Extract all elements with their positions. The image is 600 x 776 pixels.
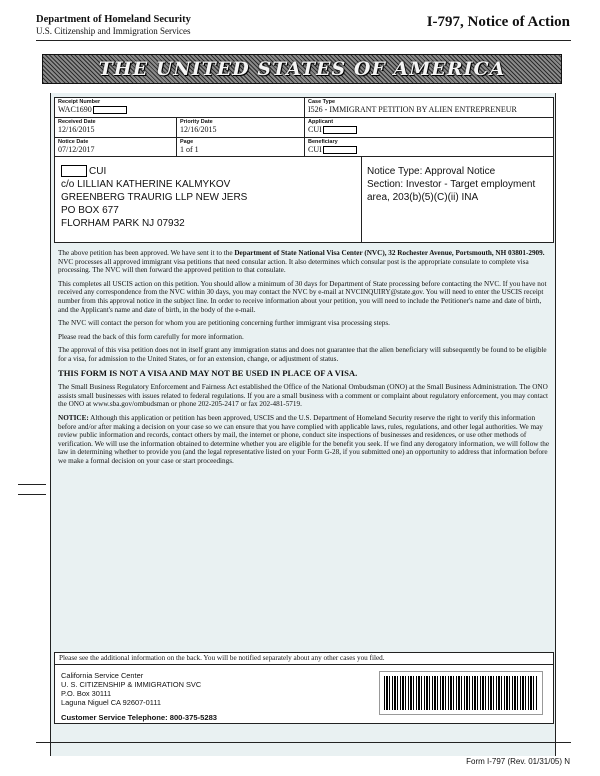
priority-date-value: 12/16/2015 xyxy=(180,125,217,134)
notice-date-value: 07/12/2017 xyxy=(58,145,95,154)
center-box: P.O. Box 30111 xyxy=(61,689,112,698)
body-paragraph-2: This completes all USCIS action on this petition. You should allow a minimum of 30 days for Department of State processing before contacting the NVC. If you have not received any correspondence from the NVC within 30 days, you may contact the NVC by e-mail at NVCINQUIRY@state.gov. You will need to enter the USCIS receipt number from this approval notice in the subject line. In order to receive information about your petition, you will need to include the Petitioner's name and date of birth, and the Applicant's name and date of birth, in the body of the e-mail. xyxy=(58,279,547,314)
center-name: California Service Center xyxy=(61,671,144,680)
notice-date-cell xyxy=(55,138,177,157)
mailing-address xyxy=(61,165,247,230)
fold-mark xyxy=(18,494,46,495)
agency-name: U.S. Citizenship and Immigration Services xyxy=(36,26,191,36)
beneficiary-label: Beneficiary xyxy=(308,139,338,145)
center-svc: U. S. CITIZENSHIP & IMMIGRATION SVC xyxy=(61,680,202,689)
address-line-2: c/o LILLIAN KATHERINE KALMYKOV xyxy=(61,179,231,190)
body-paragraph-1 xyxy=(58,249,552,275)
body-text: The above petition has been approved. We have sent it to the xyxy=(58,249,235,257)
notice-info xyxy=(367,165,553,204)
address-divider xyxy=(361,157,362,243)
service-center-box xyxy=(54,664,554,724)
additional-info-line: Please see the additional information on the back. You will be notified separately about any other cases you filed. xyxy=(54,652,554,664)
redaction-box xyxy=(61,165,87,177)
body-paragraph-5: The approval of this visa petition does not in itself grant any immigration status and does not guarantee that the alien beneficiary will subsequently be found to be eligible for a visa, for admission to the United States, or for an extension, change, or adjustment of status. xyxy=(58,346,547,363)
address-section xyxy=(54,157,554,243)
receipt-number-label: Receipt Number xyxy=(58,99,101,105)
notice-label: NOTICE: xyxy=(58,413,89,422)
case-type-cell xyxy=(305,98,553,118)
body-text: Although this application or petition has been approved, USCIS and the U.S. Department of Homeland Security reserve the right to verify this information before and/or after making a decision on your case so we can ensure that you have complied with applicable laws, rules, regulations, and other legal authorities. We may review public information and records, contact others by mail, the internet or phone, conduct site inspections of businesses and residences, or use other methods of verification. We will use the information obtained to determine whether you are eligible for the benefit you seek. If we find any derogatory information, we will follow the law in determining whether to provide you (and the legal representative listed on your Form G-28, if you submitted one) an opportunity to address that information before we make a formal decision on your case or start proceedings. xyxy=(58,413,550,465)
fold-mark xyxy=(18,484,46,485)
notice-section: Section: Investor - Target employment area, 203(b)(5)(C)(ii) INA xyxy=(367,179,536,203)
receipt-number-value: WAC1690 xyxy=(58,105,92,114)
footer-rule xyxy=(36,742,571,743)
redaction-box xyxy=(93,106,127,114)
department-name: Department of Homeland Security xyxy=(36,14,191,25)
service-center-address xyxy=(61,671,201,707)
nvc-address: Department of State National Visa Center (NVC), 32 Rochester Avenue, Portsmouth, NH 03801-2909. xyxy=(234,249,545,257)
beneficiary-value: CUI xyxy=(308,145,322,154)
form-title: I-797, Notice of Action xyxy=(426,14,570,30)
received-date-value: 12/16/2015 xyxy=(58,125,95,134)
body-paragraph-3: The NVC will contact the person for whom you are petitioning concerning further immigrant visa processing steps. xyxy=(58,319,390,328)
case-type-label: Case Type xyxy=(308,99,336,105)
applicant-cell xyxy=(305,118,553,138)
banner-text: THE UNITED STATES OF AMERICA xyxy=(98,58,506,80)
center-city: Laguna Niguel CA 92607-0111 xyxy=(61,698,161,707)
notice-type: Notice Type: Approval Notice xyxy=(367,166,496,177)
barcode xyxy=(379,671,543,715)
customer-service-phone: Customer Service Telephone: 800-375-5283 xyxy=(61,713,218,722)
redaction-box xyxy=(323,146,357,154)
page-cell xyxy=(177,138,305,157)
received-date-cell xyxy=(55,118,177,138)
body-paragraph-7 xyxy=(58,414,552,466)
notice-date-label: Notice Date xyxy=(58,139,89,145)
form-revision: Form I-797 (Rev. 01/31/05) N xyxy=(466,757,570,766)
body-paragraph-4: Please read the back of this form carefully for more information. xyxy=(58,332,244,341)
banner xyxy=(42,54,562,84)
barcode-bars xyxy=(384,676,538,710)
visa-warning: THIS FORM IS NOT A VISA AND MAY NOT BE USED IN PLACE OF A VISA. xyxy=(58,367,358,378)
address-line-1: CUI xyxy=(89,166,107,177)
address-line-4: PO BOX 677 xyxy=(61,205,119,216)
notice-body xyxy=(58,249,552,470)
page-value: 1 of 1 xyxy=(180,145,199,154)
applicant-label: Applicant xyxy=(308,119,334,125)
header-rule xyxy=(36,40,571,41)
address-line-3: GREENBERG TRAURIG LLP NEW JERS xyxy=(61,192,248,203)
priority-date-cell xyxy=(177,118,305,138)
received-date-label: Received Date xyxy=(58,119,96,125)
case-type-value: I526 - IMMIGRANT PETITION BY ALIEN ENTREPRENEUR xyxy=(308,105,517,114)
body-paragraph-6: The Small Business Regulatory Enforcement and Fairness Act established the Office of the National Ombudsman (ONO) at the Small Business Administration. The ONO assists small businesses with issues related to federal regulations. If you are a small business with a comment or complaint about regulatory enforcement, you may contact the ONO at www.sba.gov/ombudsman or phone 202-205-2417 or fax 202-481-5719. xyxy=(58,383,549,409)
page-label: Page xyxy=(180,139,194,145)
receipt-number-cell xyxy=(55,98,305,118)
body-text: NVC processes all approved immigrant visa petitions that need consular action. It also determines which consular post is the appropriate consulate to complete visa processing. The NVC will then forward the approved petition to that consulate. xyxy=(58,257,529,275)
address-line-5: FLORHAM PARK NJ 07932 xyxy=(61,218,185,229)
redaction-box xyxy=(323,126,357,134)
beneficiary-cell xyxy=(305,138,553,157)
case-info-grid xyxy=(54,97,554,157)
applicant-value: CUI xyxy=(308,125,322,134)
priority-date-label: Priority Date xyxy=(180,119,213,125)
